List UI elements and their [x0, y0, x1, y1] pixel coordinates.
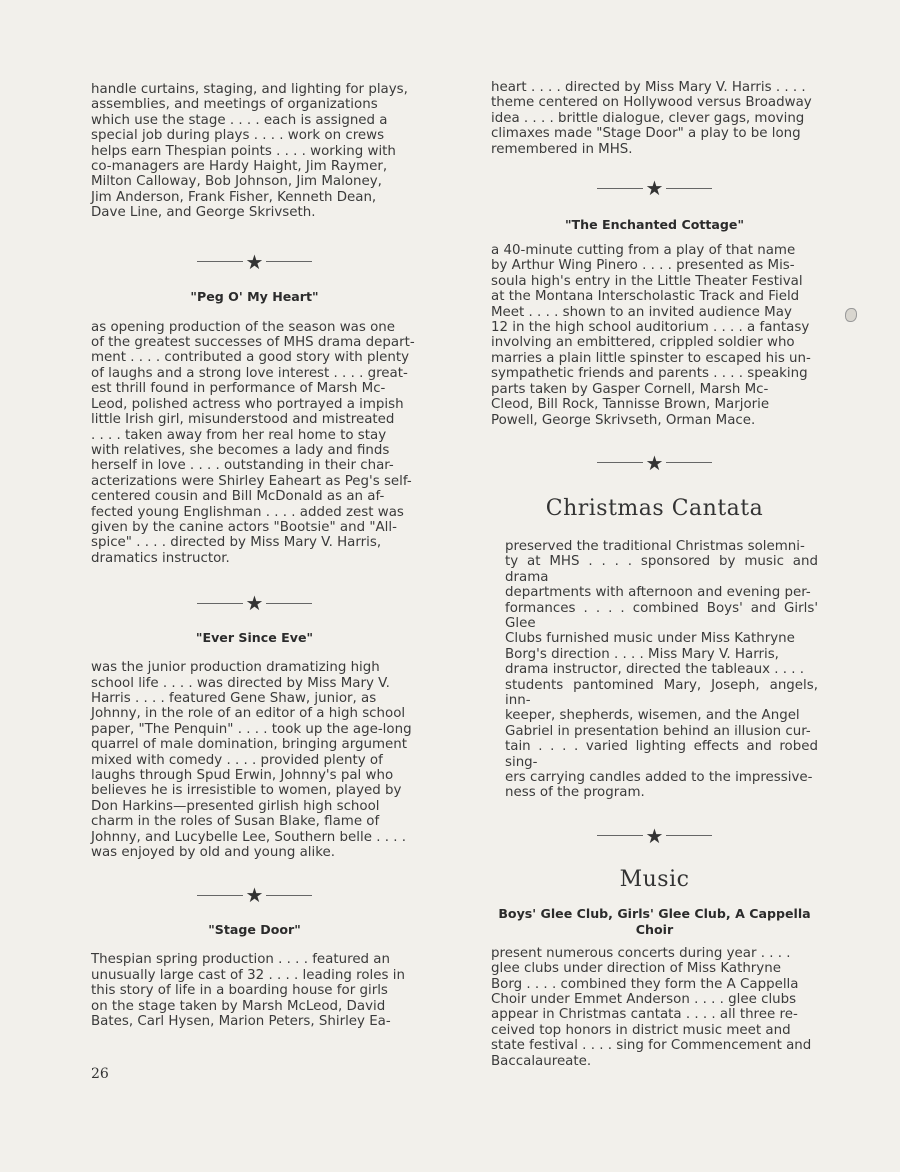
eve-heading: "Ever Since Eve"	[195, 630, 314, 646]
peg-heading: "Peg O' My Heart"	[190, 288, 319, 304]
section-divider	[491, 825, 818, 847]
music-paragraph: present numerous concerts during year . . . . glee clubs under direction of Miss Kathryne Borg . . . . combined they form the A Cappella Choir under Emmet Anderson . . . . glee clubs appear in Christmas cantata . . . . all three re- ceived top honors in district music meet and state festival . . . . sing for Commencement and Baccalaureate.	[491, 945, 812, 1069]
section-divider	[91, 884, 418, 906]
star-icon: ★	[645, 176, 664, 201]
eve-paragraph: was the junior production dramatizing high school life . . . . was directed by Miss Mary V. Harris . . . . featured Gene Shaw, junior, as Johnny, in the role of an editor of a high school paper, "The Penquin" . . . . took up the age-long quarrel of male domination, bringing argument mixed with comedy . . . . provided plenty of laughs through Spud Erwin, Johnny's pal who believes he is irresistible to women, played by Don Harkins—presented girlish high school charm in the roles of Susan Blake, flame of Johnny, and Lucybelle Lee, Southern belle . . . . was enjoyed by old and young alike.	[91, 660, 412, 861]
peg-paragraph: as opening production of the season was one of the greatest successes of MHS drama depart- ment . . . . contributed a good story with plenty of laughs and a strong love interest . . . . great- est thrill found in performance of Marsh Mc- Leod, polished actress who portrayed a impish little Irish girl, misunderstood and mistreated . . . . taken away from her real home to stay with relatives, she becomes a lady and finds herself in love . . . . outstanding in their char- acterizations were Shirley Eaheart as Peg's self- centered cousin and Bill McDonald as an af- fected young Englishman . . . . added zest was given by the canine actors "Bootsie" and "All- spice" . . . . directed by Miss Mary V. Harris, dramatics instructor.	[91, 319, 415, 566]
stage-door-heading: "Stage Door"	[208, 922, 301, 938]
music-heading: Music	[619, 866, 690, 892]
stage-door-paragraph: Thespian spring production . . . . featured an unusually large cast of 32 . . . . leading roles in this story of life in a boarding house for girls on the stage taken by Marsh McLeod, David Bates, Carl Hysen, Marion Peters, Shirley Ea-	[91, 952, 405, 1030]
stage-crew-paragraph: handle curtains, staging, and lighting for plays, assemblies, and meetings of organizations which use the stage . . . . each is assigned a special job during plays . . . . work on crews helps earn Thespian points . . . . working with co-managers are Hardy Haight, Jim Raymer, Milton Calloway, Bob Johnson, Jim Maloney, Jim Anderson, Frank Fisher, Kenneth Dean, Dave Line, and George Skrivseth.	[91, 82, 408, 221]
music-subheading: Boys' Glee Club, Girls' Glee Club, A Cappella Choir	[498, 905, 811, 937]
left-column	[91, 82, 418, 1029]
star-icon: ★	[645, 823, 664, 848]
star-icon: ★	[245, 883, 264, 908]
cottage-heading: "The Enchanted Cottage"	[564, 217, 745, 233]
section-divider	[491, 452, 818, 474]
page-number: 26	[91, 1066, 109, 1082]
christmas-cantata-heading: Christmas Cantata	[545, 495, 764, 521]
right-column	[491, 80, 818, 1069]
star-icon: ★	[645, 450, 664, 475]
section-divider	[491, 177, 818, 199]
section-divider	[91, 251, 418, 273]
cantata-paragraph: preserved the traditional Christmas solemni- ty at MHS . . . . sponsored by music and drama departments with afternoon and evening per- formances . . . . combined Boys' and Girls' Glee Clubs furnished music under Miss Kathryne Borg's direction . . . . Miss Mary V. Harris, drama instructor, directed the tableaux . . . . students pantomined Mary, Joseph, angels, inn- keeper, shepherds, wisemen, and the Angel Gabriel in presentation behind an illusion cur- tain . . . . varied lighting effects and robed sing- ers carrying candles added to the impressive- ness of the program.	[505, 538, 818, 801]
star-icon: ★	[245, 249, 264, 274]
star-icon: ★	[245, 591, 264, 616]
stage-door-continued-paragraph: heart . . . . directed by Miss Mary V. Harris . . . . theme centered on Hollywood versus Broadway idea . . . . brittle dialogue, clever gags, moving climaxes made "Stage Door" a play to be long remembered in MHS.	[491, 80, 812, 157]
cottage-paragraph: a 40-minute cutting from a play of that name by Arthur Wing Pinero . . . . presented as Mis- soula high's entry in the Little Theater Festival at the Montana Interscholastic Track and Field Meet . . . . shown to an invited audience May 12 in the high school auditorium . . . . a fantasy involving an embittered, crippled soldier who marries a plain little spinster to escaped his un- sympathetic friends and parents . . . . speaking parts taken by Gasper Cornell, Marsh Mc- Cleod, Bill Rock, Tannisse Brown, Marjorie Powell, George Skrivseth, Orman Mace.	[491, 243, 811, 428]
paper-blemish	[845, 308, 857, 322]
section-divider	[91, 592, 418, 614]
